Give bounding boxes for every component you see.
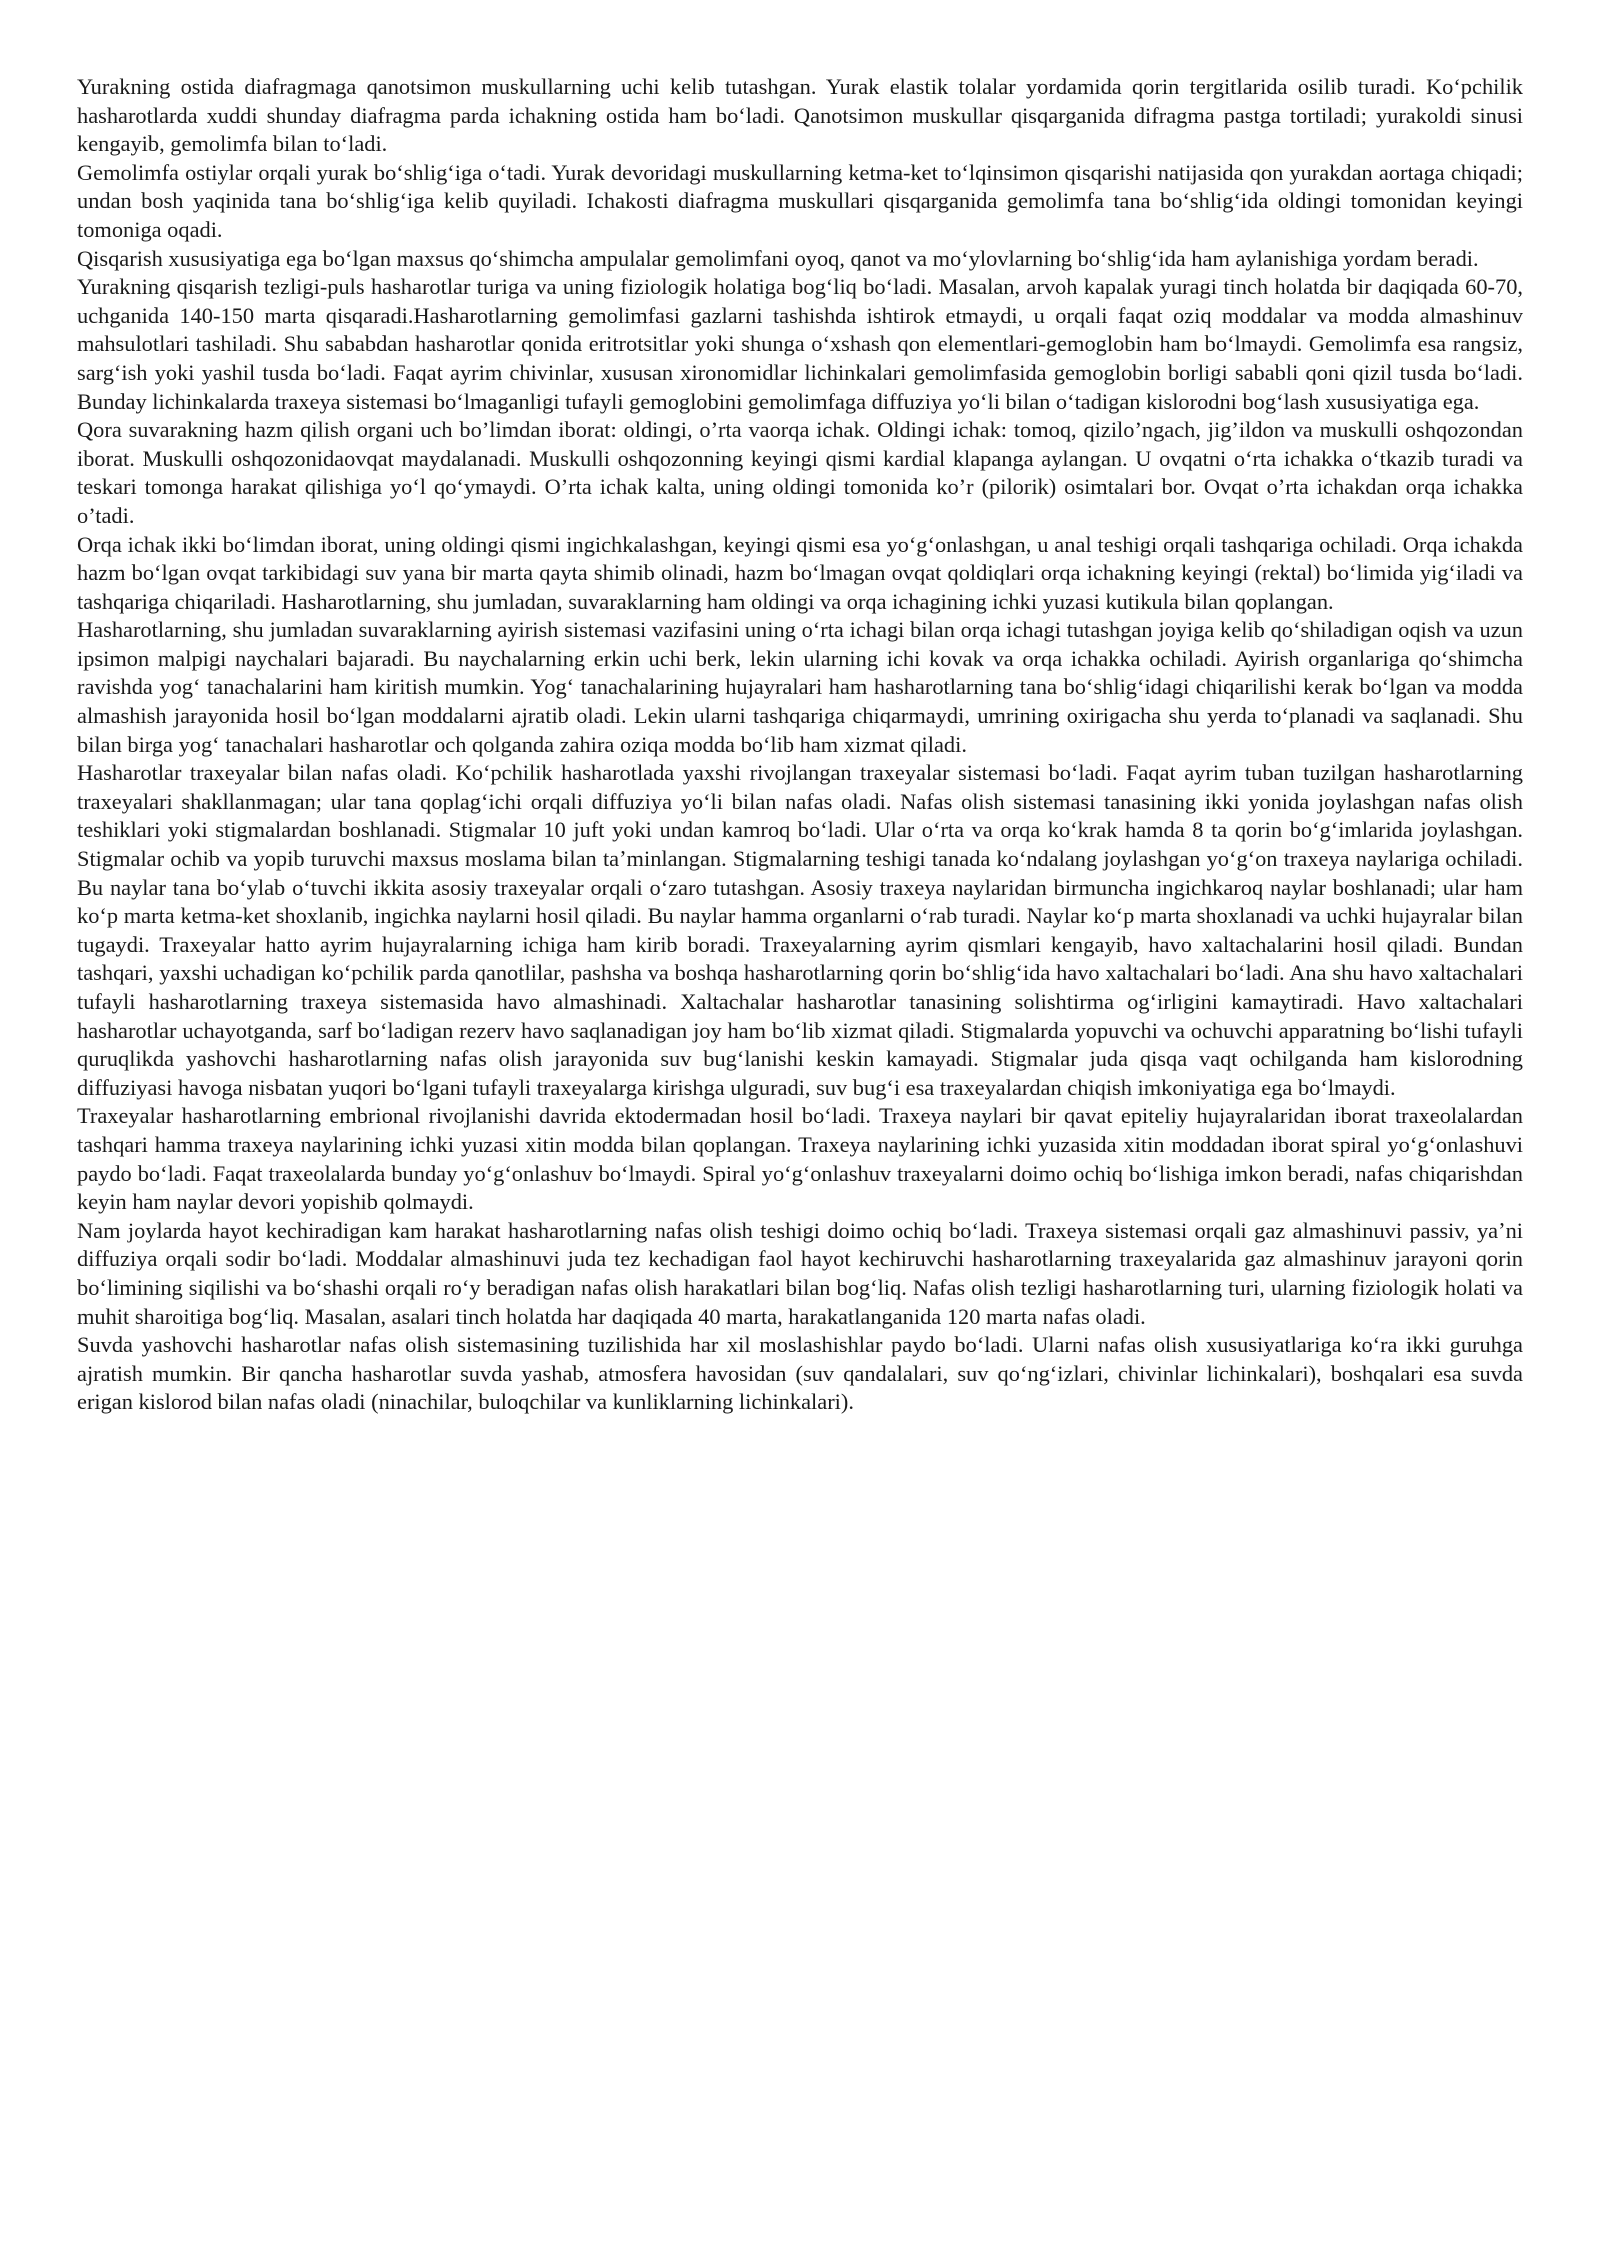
- paragraph-6: Orqa ichak ikki boʻlimdan iborat, uning oldingi qismi ingichkalashgan, keyingi qismi esa yoʻgʻonlashgan, u anal teshigi orqali tashqariga ochiladi. Orqa ichakda hazm boʻlgan ovqat tarkibidagi suv yana bir marta qayta shimib olinadi, hazm boʻlmagan ovqat qoldiqlari orqa ichakning keyingi (rektal) boʻlimida yigʻiladi va tashqariga chiqariladi. Hasharotlarning, shu jumladan, suvaraklarning ham oldingi va orqa ichagining ichki yuzasi kutikula bilan qoplangan.: [77, 531, 1523, 614]
- document-body: [77, 73, 1523, 1417]
- paragraph-9: Traxeyalar hasharotlarning embrional rivojlanishi davrida ektodermadan hosil boʻladi. Traxeya naylari bir qavat epiteliy hujayralaridan iborat traxeolalardan tashqari hamma traxeya naylarining ichki yuzasi xitin modda bilan qoplangan. Traxeya naylarining ichki yuzasida xitin moddadan iborat spiral yoʻgʻonlashuvi paydo boʻladi. Faqat traxeolalarda bunday yoʻgʻonlashuv boʻlmaydi. Spiral yoʻgʻonlashuv traxeyalarni doimo ochiq boʻlishiga imkon beradi, nafas chiqarishdan keyin ham naylar devori yopishib qolmaydi.: [77, 1103, 1523, 1215]
- paragraph-11: Suvda yashovchi hasharotlar nafas olish sistemasining tuzilishida har xil moslashishlar paydo boʻladi. Ularni nafas olish xususiyatlariga koʻra ikki guruhga ajratish mumkin. Bir qancha hasharotlar suvda yashab, atmosfera havosidan (suv qandalalari, suv qoʻngʻizlari, chivinlar lichinkalari), boshqalari esa suvda erigan kislorod bilan nafas oladi (ninachilar, buloqchilar va kunliklarning lichinkalari).: [77, 1332, 1523, 1415]
- paragraph-1: Yurakning ostida diafragmaga qanotsimon muskullarning uchi kelib tutashgan. Yurak elastik tolalar yordamida qorin tergitlarida osilib turadi. Koʻpchilik hasharotlarda xuddi shunday diafragma parda ichakning ostida ham boʻladi. Qanotsimon muskullar qisqarganida difragma pastga tortiladi; yurakoldi sinusi kengayib, gemolimfa bilan toʻladi.: [77, 74, 1523, 157]
- paragraph-3: Qisqarish xususiyatiga ega boʻlgan maxsus qoʻshimcha ampulalar gemolimfani oyoq, qanot va moʻylovlarning boʻshligʻida ham aylanishiga yordam beradi.: [77, 245, 1479, 271]
- paragraph-10: Nam joylarda hayot kechiradigan kam harakat hasharotlarning nafas olish teshigi doimo ochiq boʻladi. Traxeya sistemasi orqali gaz almashinuvi passiv, yaʼni diffuziya orqali sodir boʻladi. Moddalar almashinuvi juda tez kechadigan faol hayot kechiruvchi hasharotlarning traxeyalarida gaz almashinuv jarayoni qorin boʻlimining siqilishi va boʻshashi orqali roʻy beradigan nafas olish harakatlari bilan bogʻliq. Nafas olish tezligi hasharotlarning turi, ularning fiziologik holati va muhit sharoitiga bogʻliq. Masalan, asalari tinch holatda har daqiqada 40 marta, harakatlanganida 120 marta nafas oladi.: [77, 1217, 1523, 1329]
- paragraph-8: Hasharotlar traxeyalar bilan nafas oladi. Koʻpchilik hasharotlada yaxshi rivojlangan traxeyalar sistemasi boʻladi. Faqat ayrim tuban tuzilgan hasharotlarning traxeyalari shakllanmagan; ular tana qoplagʻichi orqali diffuziya yoʻli bilan nafas oladi. Nafas olish sistemasi tanasining ikki yonida joylashgan nafas olish teshiklari yoki stigmalardan boshlanadi. Stigmalar 10 juft yoki undan kamroq boʻladi. Ular oʻrta va orqa koʻkrak hamda 8 ta qorin boʻgʻimlarida joylashgan. Stigmalar ochib va yopib turuvchi maxsus moslama bilan taʼminlangan. Stigmalarning teshigi tanada koʻndalang joylashgan yoʻgʻon traxeya naylariga ochiladi. Bu naylar tana boʻylab oʻtuvchi ikkita asosiy traxeyalar orqali oʻzaro tutashgan. Asosiy traxeya naylaridan birmuncha ingichkaroq naylar boshlanadi; ular ham koʻp marta ketma-ket shoxlanib, ingichka naylarni hosil qiladi. Bu naylar hamma organlarni oʻrab turadi. Naylar koʻp marta shoxlanadi va uchki hujayralar bilan tugaydi. Traxeyalar hatto ayrim hujayralarning ichiga ham kirib boradi. Traxeyalarning ayrim qismlari kengayib, havo xaltachalarini hosil qiladi. Bundan tashqari, yaxshi uchadigan koʻpchilik parda qanotlilar, pashsha va boshqa hasharotlarning qorin boʻshligʻida havo xaltachalari boʻladi. Ana shu havo xaltachalari tufayli hasharotlarning traxeya sistemasida havo almashinadi. Xaltachalar hasharotlar tanasining solishtirma ogʻirligini kamaytiradi. Havo xaltachalari hasharotlar uchayotganda, sarf boʻladigan rezerv havo saqlanadigan joy ham boʻlib xizmat qiladi. Stigmalarda yopuvchi va ochuvchi apparatning boʻlishi tufayli quruqlikda yashovchi hasharotlarning nafas olish jarayonida suv bugʻlanishi keskin kamayadi. Stigmalar juda qisqa vaqt ochilganda ham kislorodning diffuziyasi havoga nisbatan yuqori boʻlgani tufayli traxeyalarga kirishga ulguradi, suv bugʻi esa traxeyalardan chiqish imkoniyatiga ega boʻlmaydi.: [77, 760, 1523, 1100]
- paragraph-4: Yurakning qisqarish tezligi-puls hasharotlar turiga va uning fiziologik holatiga bogʻliq boʻladi. Masalan, arvoh kapalak yuragi tinch holatda bir daqiqada 60-70, uchganida 140-150 marta qisqaradi.Hasharotlarning gemolimfasi gazlarni tashishda ishtirok etmaydi, u orqali faqat oziq moddalar va modda almashinuv mahsulotlari tashiladi. Shu sababdan hasharotlar qonida eritrotsitlar yoki shunga oʻxshash qon elementlari-gemoglobin ham boʻlmaydi. Gemolimfa esa rangsiz, sargʻish yoki yashil tusda boʻladi. Faqat ayrim chivinlar, xususan xironomidlar lichinkalari gemolimfasida gemoglobin borligi sababli qoni qizil tusda boʻladi. Bunday lichinkalarda traxeya sistemasi boʻlmaganligi tufayli gemoglobini gemolimfaga diffuziya yoʻli bilan oʻtadigan kislorodni bogʻlash xususiyatiga ega.: [77, 274, 1523, 414]
- paragraph-5: Qora suvarakning hazm qilish organi uch bo’limdan iborat: oldingi, o’rta vaorqa ichak. Oldingi ichak: tomoq, qizilo’ngach, jig’ildon va muskulli oshqozondan iborat. Muskulli oshqozonidaovqat maydalanadi. Muskulli oshqozonning keyingi qismi kardial klapanga aylangan. U ovqatni oʻrta ichakka oʻtkazib turadi va teskari tomonga harakat qilishiga yoʻl qoʻymaydi. O’rta ichak kalta, uning oldingi tomonida ko’r (pilorik) osimtalari bor. Ovqat o’rta ichakdan orqa ichakka o’tadi.: [77, 417, 1523, 528]
- paragraph-7: Hasharotlarning, shu jumladan suvaraklarning ayirish sistemasi vazifasini uning oʻrta ichagi bilan orqa ichagi tutashgan joyiga kelib qoʻshiladigan oqish va uzun ipsimon malpigi naychalari bajaradi. Bu naychalarning erkin uchi berk, lekin ularning ichi kovak va orqa ichakka ochiladi. Ayirish organlariga qoʻshimcha ravishda yogʻ tanachalarini ham kiritish mumkin. Yogʻ tanachalarining hujayralari ham hasharotlarning tana boʻshligʻidagi chiqarilishi kerak boʻlgan va modda almashish jarayonida hosil boʻlgan moddalarni ajratib oladi. Lekin ularni tashqariga chiqarmaydi, umrining oxirigacha shu yerda toʻplanadi va saqlanadi. Shu bilan birga yogʻ tanachalari hasharotlar och qolganda zahira oziqa modda boʻlib ham xizmat qiladi.: [77, 617, 1523, 757]
- paragraph-2: Gemolimfa ostiylar orqali yurak boʻshligʻiga oʻtadi. Yurak devoridagi muskullarning ketma-ket toʻlqinsimon qisqarishi natijasida qon yurakdan aortaga chiqadi; undan bosh yaqinida tana boʻshligʻiga kelib quyiladi. Ichakosti diafragma muskullari qisqarganida gemolimfa tana boʻshligʻida oldingi tomonidan keyingi tomoniga oqadi.: [77, 159, 1523, 242]
